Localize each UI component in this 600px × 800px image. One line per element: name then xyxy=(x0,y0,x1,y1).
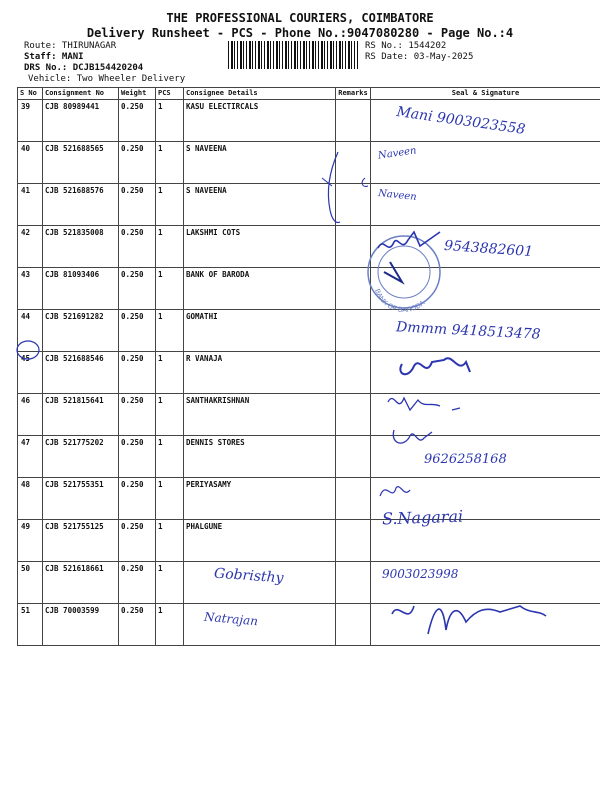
row-consignment: CJB 521775202 xyxy=(43,436,119,478)
row-pcs: 1 xyxy=(156,520,184,562)
row-consignment: CJB 521688546 xyxy=(43,352,119,394)
row-consignee: R VANAJA xyxy=(184,352,336,394)
row-consignee: LAKSHMI COTS xyxy=(184,226,336,268)
table-row xyxy=(18,478,600,520)
row-consignee: PHALGUNE xyxy=(184,520,336,562)
row-consignment: CJB 81093406 xyxy=(43,268,119,310)
col-consignment: Consignment No xyxy=(43,88,119,100)
row-weight: 0.250 xyxy=(119,268,156,310)
row-consignee: S NAVEENA xyxy=(184,142,336,184)
stamp-text: BANK OF BARODA xyxy=(373,288,427,315)
table-header-row xyxy=(18,88,600,100)
row-consignee: GOMATHI xyxy=(184,310,336,352)
handwritten-signature: Mani 9003023558 xyxy=(395,104,527,138)
row-pcs: 1 xyxy=(156,478,184,520)
row-pcs: 1 xyxy=(156,562,184,604)
row-pcs: 1 xyxy=(156,310,184,352)
row-remarks xyxy=(336,520,371,562)
row-weight: 0.250 xyxy=(119,478,156,520)
row-consignee: DENNIS STORES xyxy=(184,436,336,478)
row-weight: 0.250 xyxy=(119,226,156,268)
row-weight: 0.250 xyxy=(119,562,156,604)
row-remarks xyxy=(336,436,371,478)
table-row xyxy=(18,268,600,310)
row-consignment: CJB 521815641 xyxy=(43,394,119,436)
handwritten-phone: 9543882601 xyxy=(443,237,534,261)
row-weight: 0.250 xyxy=(119,520,156,562)
row-remarks xyxy=(336,226,371,268)
col-sno: S No xyxy=(18,88,43,100)
row-consignee: SANTHAKRISHNAN xyxy=(184,394,336,436)
row-consignee: S NAVEENA xyxy=(184,184,336,226)
table-row xyxy=(18,142,600,184)
row-sno: 41 xyxy=(18,184,43,226)
row-remarks xyxy=(336,184,371,226)
rs-number: RS No.: 1544202 xyxy=(365,41,447,51)
row-sno: 46 xyxy=(18,394,43,436)
col-weight: Weight xyxy=(119,88,156,100)
row-pcs: 1 xyxy=(156,604,184,646)
row-pcs: 1 xyxy=(156,394,184,436)
barcode xyxy=(228,41,358,69)
row-remarks xyxy=(336,478,371,520)
drs-number: DRS No.: DCJB154420204 xyxy=(24,63,144,73)
row-seal-signature xyxy=(371,268,600,310)
row-weight: 0.250 xyxy=(119,310,156,352)
row-weight: 0.250 xyxy=(119,142,156,184)
row-pcs: 1 xyxy=(156,142,184,184)
row-seal-signature xyxy=(371,604,600,646)
handwritten-signature: Naveen xyxy=(377,145,418,162)
handwritten-name: Natrajan xyxy=(203,609,259,629)
row-consignment: CJB 521835008 xyxy=(43,226,119,268)
col-seal-signature: Seal & Signature xyxy=(371,88,600,100)
row-sno: 39 xyxy=(18,100,43,142)
row-consignee: PERIYASAMY xyxy=(184,478,336,520)
row-sno: 50 xyxy=(18,562,43,604)
runsheet-title: Delivery Runsheet - PCS - Phone No.:9047080280 - Page No.:4 xyxy=(86,26,514,40)
handwritten-signature: S.Nagarai xyxy=(381,506,464,529)
row-consignment: CJB 80989441 xyxy=(43,100,119,142)
row-remarks xyxy=(336,100,371,142)
row-pcs: 1 xyxy=(156,184,184,226)
handwritten-name: Gobristhy xyxy=(213,565,284,587)
row-consignment: CJB 521618661 xyxy=(43,562,119,604)
handwritten-signature: Dmmm 9418513478 xyxy=(395,319,541,343)
row-pcs: 1 xyxy=(156,436,184,478)
row-weight: 0.250 xyxy=(119,352,156,394)
row-sno: 49 xyxy=(18,520,43,562)
row-weight: 0.250 xyxy=(119,184,156,226)
runsheet-table xyxy=(17,87,600,646)
table-row xyxy=(18,604,600,646)
row-sno: 40 xyxy=(18,142,43,184)
col-pcs: PCS xyxy=(156,88,184,100)
vehicle-label: Vehicle: Two Wheeler Delivery xyxy=(28,74,186,84)
row-remarks xyxy=(336,394,371,436)
row-pcs: 1 xyxy=(156,100,184,142)
row-weight: 0.250 xyxy=(119,394,156,436)
handwritten-signature: Naveen xyxy=(377,188,418,203)
row-remarks xyxy=(336,562,371,604)
col-remarks: Remarks xyxy=(336,88,371,100)
row-weight: 0.250 xyxy=(119,436,156,478)
table-row xyxy=(18,184,600,226)
row-remarks xyxy=(336,142,371,184)
row-consignment: CJB 521691282 xyxy=(43,310,119,352)
col-consignee: Consignee Details xyxy=(184,88,336,100)
row-sno: 48 xyxy=(18,478,43,520)
row-remarks xyxy=(336,268,371,310)
table-row xyxy=(18,436,600,478)
staff-label: Staff: MANI xyxy=(24,52,84,62)
row-consignment: CJB 521688565 xyxy=(43,142,119,184)
row-sno: 51 xyxy=(18,604,43,646)
table-row xyxy=(18,562,600,604)
table-row xyxy=(18,520,600,562)
row-sno: 43 xyxy=(18,268,43,310)
row-pcs: 1 xyxy=(156,352,184,394)
row-sno: 42 xyxy=(18,226,43,268)
row-remarks xyxy=(336,310,371,352)
row-sno: 45 xyxy=(18,352,43,394)
row-consignment: CJB 70003599 xyxy=(43,604,119,646)
route-label: Route: THIRUNAGAR xyxy=(24,41,117,51)
row-consignment: CJB 521688576 xyxy=(43,184,119,226)
row-pcs: 1 xyxy=(156,268,184,310)
row-pcs: 1 xyxy=(156,226,184,268)
row-consignee: BANK OF BARODA xyxy=(184,268,336,310)
company-title: THE PROFESSIONAL COURIERS, COIMBATORE xyxy=(166,11,434,25)
row-remarks xyxy=(336,604,371,646)
rs-date: RS Date: 03-May-2025 xyxy=(365,52,474,62)
row-consignment: CJB 521755125 xyxy=(43,520,119,562)
table-row xyxy=(18,352,600,394)
row-sno: 44 xyxy=(18,310,43,352)
table-row xyxy=(18,394,600,436)
row-consignee: KASU ELECTIRCALS xyxy=(184,100,336,142)
row-consignment: CJB 521755351 xyxy=(43,478,119,520)
row-seal-signature xyxy=(371,394,600,436)
handwritten-phone: 9003023998 xyxy=(382,567,459,581)
row-sno: 47 xyxy=(18,436,43,478)
row-seal-signature xyxy=(371,352,600,394)
row-weight: 0.250 xyxy=(119,604,156,646)
handwritten-phone: 9626258168 xyxy=(424,452,507,467)
row-weight: 0.250 xyxy=(119,100,156,142)
row-remarks xyxy=(336,352,371,394)
